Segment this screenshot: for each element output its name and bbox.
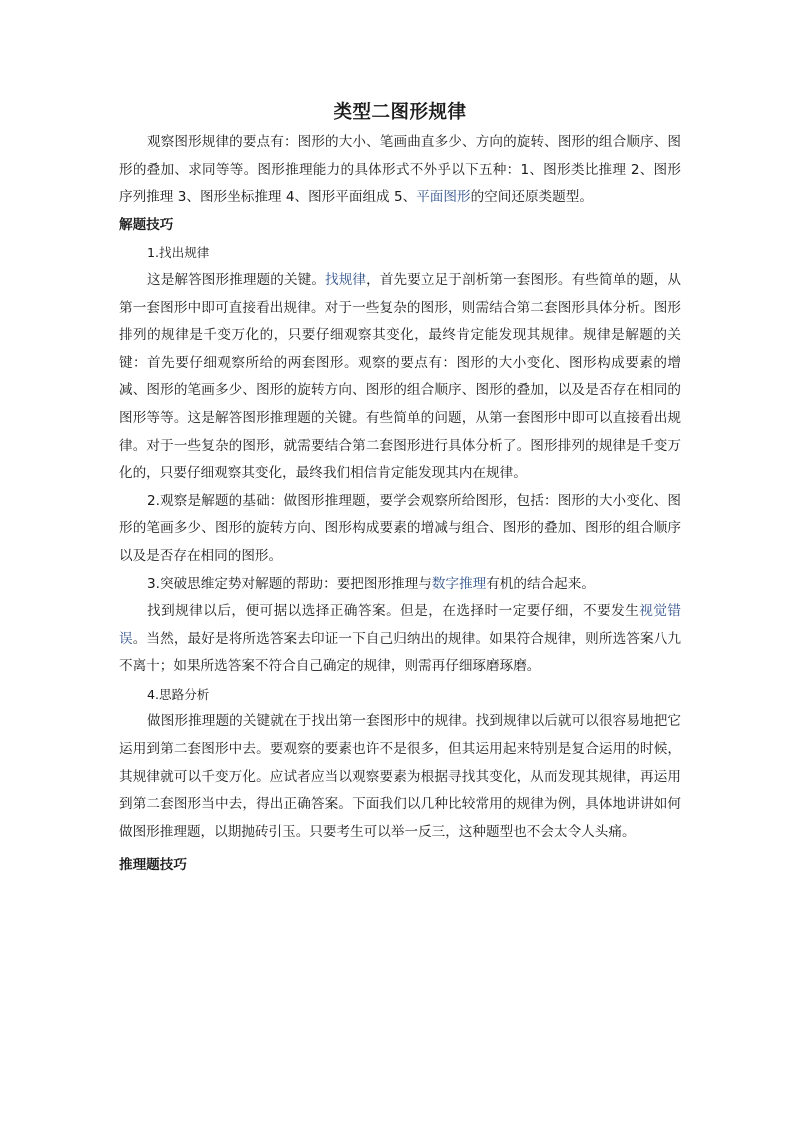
section-heading-reasoning-tips: 推理题技巧: [119, 857, 187, 874]
intro-link-plane-figure[interactable]: 平面图形: [416, 189, 471, 206]
item3-para-b: 。当然，最好是将所选答案去印证一下自己归纳出的规律。如果符合规律，则所选答案八九不离十；如果所选答案不符合自己确定的规律，则需再仔细琢磨琢磨。: [119, 630, 682, 675]
page-title: 类型二图形规律: [333, 102, 467, 123]
item1-paragraph: [119, 267, 681, 488]
item3-text-b: 有机的结合起来。: [486, 575, 595, 592]
item1-link-find-rule[interactable]: 找规律: [325, 271, 367, 288]
item3-para-a: 找到规律以后，便可据以选择正确答案。但是，在选择时一定要仔细，不要发生: [147, 603, 640, 620]
item2-paragraph: 2.观察是解题的基础：做图形推理题，要学会观察所给图形，包括：图形的大小变化、图形的笔画多少、图形的旋转方向、图形构成要素的增减与组合、图形的叠加、图形的组合顺序以及是否存在相同的图形。: [119, 492, 681, 564]
item3-link-number-reasoning[interactable]: 数字推理: [431, 575, 487, 592]
document-page: [119, 98, 681, 880]
item4-label: 4.思路分析: [147, 686, 210, 702]
intro-paragraph: [119, 129, 681, 212]
item4-paragraph: 做图形推理题的关键就在于找出第一套图形中的规律。找到规律以后就可以很容易地把它运用到第二套图形中去。要观察的要素也许不是很多，但其运用起来特别是复合运用的时候，其规律就可以千变万化。应试者应当以观察要素为根据寻找其变化，从而发现其规律，再运用到第二套图形当中去，得出正确答案。下面我们以几种比较常用的规律为例，具体地讲讲如何做图形推理题，以期抛砖引玉。只要考生可以举一反三，这种题型也不会太令人头痛。: [119, 713, 681, 840]
item1-label: 1.找出规律: [147, 245, 210, 261]
item3-heading-paragraph: [119, 571, 681, 599]
section-heading-tips: 解题技巧: [119, 216, 174, 233]
item1-text-b: ，首先要立足于剖析第一套图形。有些简单的题，从第一套图形中即可直接看出规律。对于一些复杂的图形，则需结合第二套图形具体分析。图形排列的规律是千变万化的，只要仔细观察其变化，最终肯定能发现其规律。规律是解题的关键：首先要仔细观察所给的两套图形。观察的要点有：图形的大小变化、图形构成要素的增减、图形的笔画多少、图形的旋转方向、图形的组合顺序、图形的叠加，以及是否存在相同的图形等等。这是解答图形推理题的关键。有些简单的问题，从第一套图形中即可以直接看出规律。对于一些复杂的图形，就需要结合第二套图形进行具体分析了。图形排列的规律是千变万化的，只要仔细观察其变化，最终我们相信肯定能发现其内在规律。: [119, 271, 682, 482]
item3-paragraph: [119, 598, 681, 681]
intro-text-2: 的空间还原类题型。: [470, 189, 593, 206]
item3-text-a: 3.突破思维定势对解题的帮助：要把图形推理与: [147, 575, 432, 592]
intro-text-1: 观察图形规律的要点有：图形的大小、笔画曲直多少、方向的旋转、图形的组合顺序、图形的叠加、求同等等。图形推理能力的具体形式不外乎以下五种：1、图形类比推理 2、图形序列推理 3、图形坐标推理 4、图形平面组成 5、: [119, 134, 681, 206]
item3-link-visual-error[interactable]: 视觉错误: [119, 603, 682, 647]
item1-text-a: 这是解答图形推理题的关键。: [147, 271, 326, 288]
